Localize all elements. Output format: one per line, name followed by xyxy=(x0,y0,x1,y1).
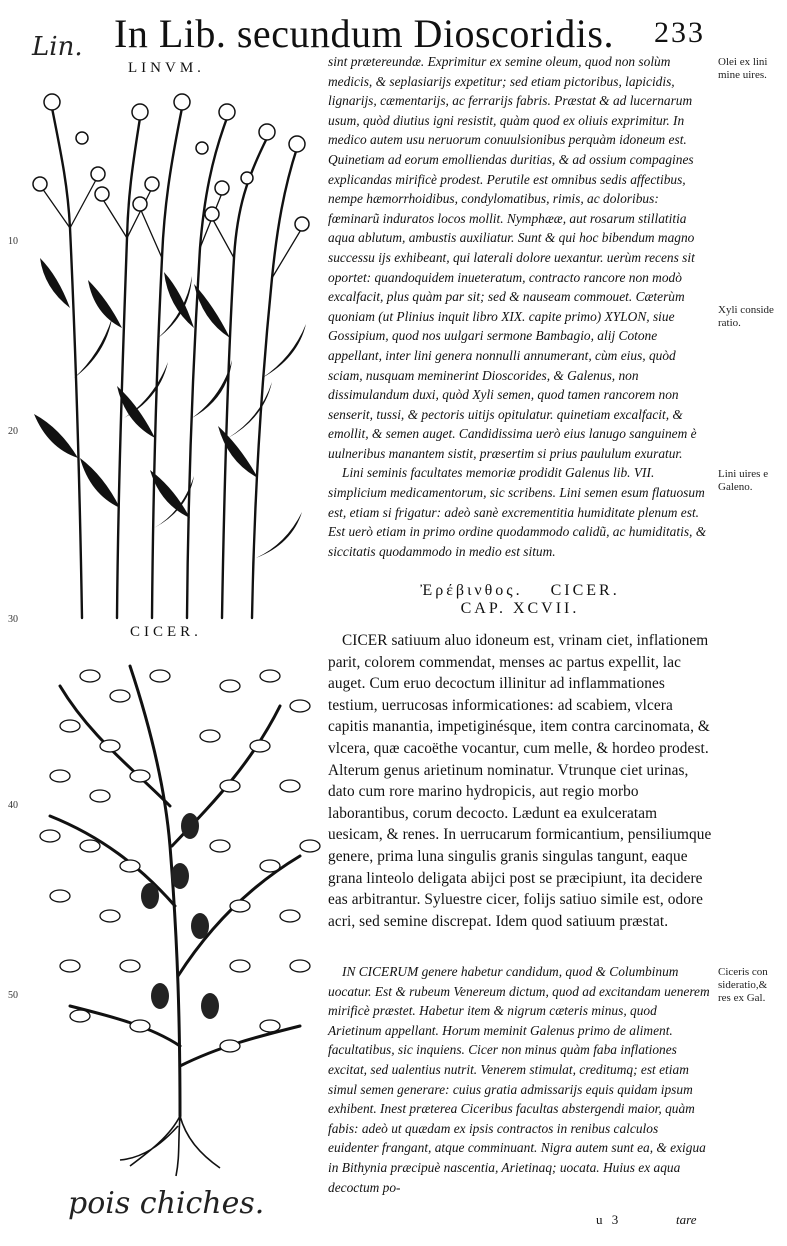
handwritten-folio-tag: Lin. xyxy=(32,32,83,62)
paragraph-galen: Lini seminis facultates memoriæ prodidit Galenus lib. VII. simplicium medicamentorum, sic scribens. Lini semen esum flatuosum est, etiam si frigatur: adeò sanè excrementitia humiditate plenum est. Est uerò etiam in primo ordine quodammodo calidũ, ac humiditatis, & siccitatis quodammodo in medio est situm. xyxy=(328,465,707,559)
heading-greek: Ἐρέβινθος. xyxy=(420,582,523,599)
margin-note: Xyli conside ratio. xyxy=(718,304,774,329)
cicer-caption: CICER. xyxy=(130,624,202,640)
margin-note: Olei ex lini mine uires. xyxy=(718,56,768,81)
text-column-cicer xyxy=(328,630,712,932)
paragraph-cicer: CICER satiuum aluo idoneum est, vrinam ciet, inflationem parit, colorem commendat, menses ac partus expellit, lac auget. Cum eruo decoctum illinitur ad inflammationes testium, uerrucosas informicationes: ad scabiem, vlcera capitis manantia, impetiginésque, item contra carcinomata, & vlcera, quæ cacoëthe vocantur, cum melle, & hordeo prodest. Alterum genus arietinum nominatur. Vtrunque ciet urinas, dato cum rore marino hydropicis, aut regio morbo laborantibus, corum decocto. Lædunt ea exulceratam uesicam, & renes. In uerrucarum formicantium, pensiliumque genere, prima luna singulis granis singulas tangunt, eaque grana linteolo deligata abijci post se præcipiunt, ita decidere eas arbitrantur. Syluestre cicer, folijs satiuo simile est, odore acri, sed semine discrepat. Idem quod satiuum præstat. xyxy=(328,632,712,930)
cicer-plant-illustration xyxy=(30,646,330,1182)
line-number: 50 xyxy=(8,990,18,1001)
margin-note: Lini uires e Galeno. xyxy=(718,468,769,493)
paragraph-linum: sint prætereundæ. Exprimitur ex semine oleum, quod non solùm medicis, & seplasiarijs expetitur; sed etiam pictoribus, lapicidis, lignarijs, cæmentarijs, ac ferrarijs fabris. Præstat & ad lucernarum usum, quòd diutius igni resistit, quàm quod ex oliuis exprimitur. In medico autem usu neruorum conuulsionibus perquàm idoneum est. Quinetiam ad eorum emolliendas duritias, & ad ossium compagines explicandas mirificè prodest. Perutile est omnibus sedis affectibus, nempe hæmorrhoidibus, condylomatibus, rimis, ac doloribus: fœminarũ induratos locos mollit. Nymphææ, aut rosarum stillatitia aqua ablutum, ambustis auxiliatur. Sunt & qui hoc bibendum magno successu ijs exhibeant, qui laterali dolore uexantur. uerùm recens sit oportet: quandoquidem inueteratum, contracto rancore non modò excalfacit, plus quàm par sit; sed & nauseam commouet. Cæterùm quoniam (ut Plinius inquit libro XIX. capite primo) XYLON, siue Gossipium, quod nos uulgari sermone Bambagio, alij Cotone appellant, inter lini genera nonnulli annumerant, cùm eius, quòd sciam, nusquam meminerint Dioscorides, & Galenus, non dissimulandum duxi, quòd Xyli semen, quod tamen rancorem non senserit, tussi, & pectoris uitijs opitulatur. quinetiam excalfacit, & emollit, & semen auget. Candidissima uerò eius lanugo sanguinem è uulneribus manantem sistit, præsertim si prius paululum exuratur. xyxy=(328,54,697,461)
linum-caption: LINVM. xyxy=(128,60,205,76)
margin-note: Ciceris con sideratio,& res ex Gal. xyxy=(718,966,768,1004)
linum-plant-illustration xyxy=(22,78,322,630)
text-column-commentary xyxy=(328,962,712,1197)
line-number: 10 xyxy=(8,236,18,247)
catchword: tare xyxy=(676,1212,697,1227)
signature-mark: u 3 xyxy=(596,1212,622,1227)
line-number: 30 xyxy=(8,614,18,625)
text-column-upper xyxy=(328,52,712,561)
paragraph-cicer-commentary: IN CICERUM genere habetur candidum, quod & Columbinum uocatur. Est & rubeum Venereum dictum, quod ad excitandam uenerem mirificè præstet. Habetur item & nigrum cæteris minus, quod Arietinum appellant. Horum meminit Galenus primo de aliment. facultatibus, sic inquiens. Cicer non minus quàm faba inflationes excitat, sed ualentius nutrit. Venerem stimulat, creditumq; est etiam simul semen generare: cuius gratia admissarijs equis quidam ipsum exhibent. Inest præterea Ciceribus facultas abstergendi maior, quàm fabis: adeò ut quædam ex ipsis contractos in renibus calculos euidenter frangant, atque comminuant. Nigra autem sunt ea, & exigua in Bithynia præcipuè nascentia, Arietinaq; uocata. Huius ex aqua decoctum po- xyxy=(328,964,710,1195)
running-header-title: In Lib. secundum Dioscoridis. xyxy=(114,11,614,56)
heading-latin: CICER. xyxy=(550,582,620,599)
chapter-heading-names xyxy=(328,582,712,600)
chapter-heading-cap: CAP. XCVII. xyxy=(460,600,580,617)
handwritten-note: pois chiches. xyxy=(68,1186,265,1221)
line-number: 40 xyxy=(8,800,18,811)
page-number: 233 xyxy=(654,16,705,49)
line-number: 20 xyxy=(8,426,18,437)
